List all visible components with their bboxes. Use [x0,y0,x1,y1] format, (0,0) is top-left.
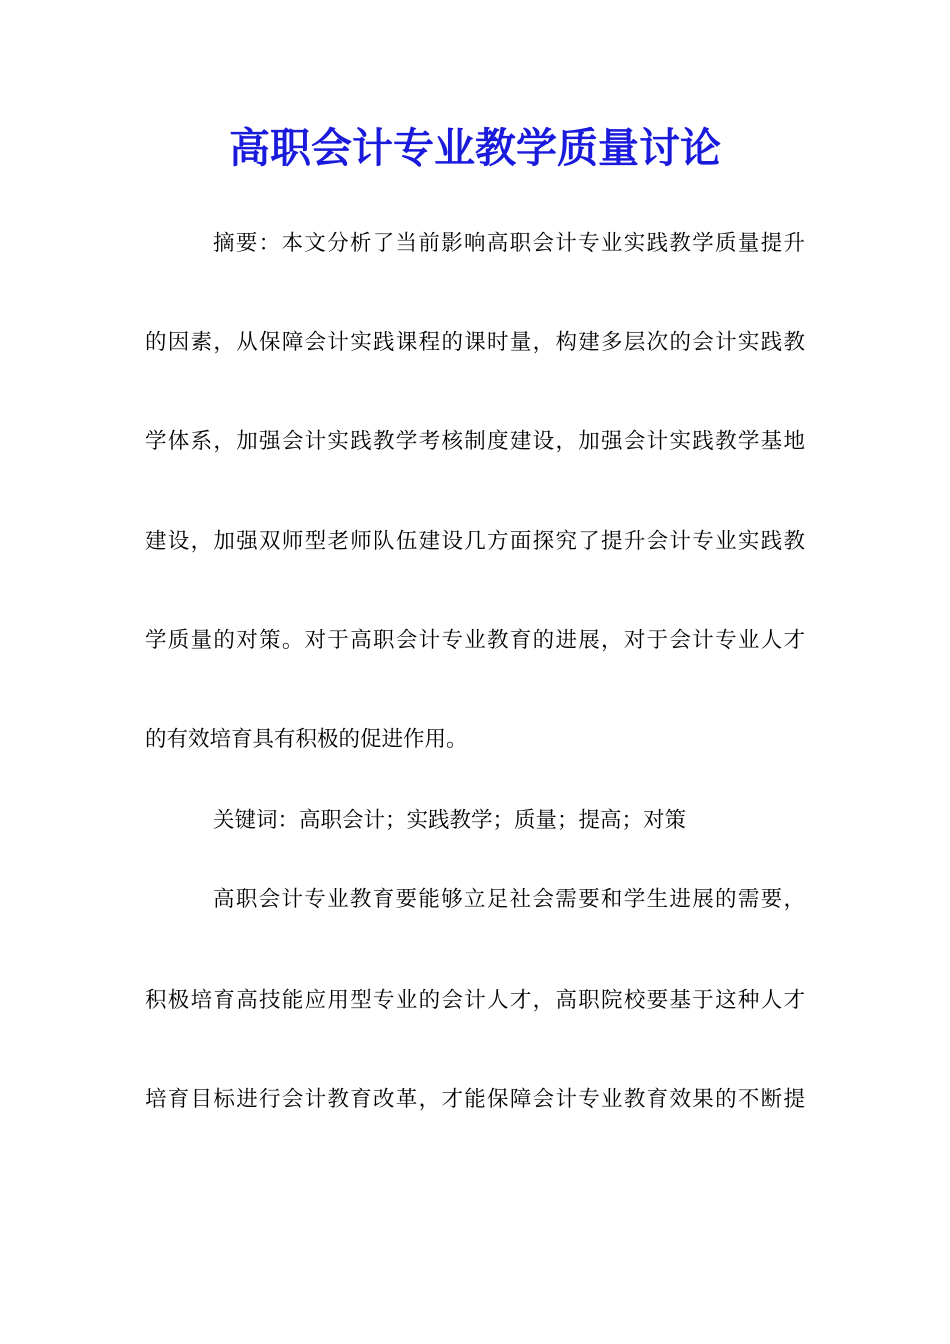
abstract-line-4: 建设，加强双师型老师队伍建设几方面探究了提升会计专业实践教 [145,529,805,554]
keywords-line: 关键词：高职会计；实践教学；质量；提高；对策 [213,808,687,833]
abstract-line-1: 摘要：本文分析了当前影响高职会计专业实践教学质量提升 [213,231,805,256]
body-line-1: 高职会计专业教育要能够立足社会需要和学生进展的需要， [213,887,805,912]
abstract-line-2: 的因素，从保障会计实践课程的课时量，构建多层次的会计实践教 [145,330,805,355]
body-line-3: 培育目标进行会计教育改革，才能保障会计专业教育效果的不断提 [145,1087,805,1112]
abstract-line-3: 学体系，加强会计实践教学考核制度建设，加强会计实践教学基地 [145,429,805,454]
abstract-line-6: 的有效培育具有积极的促进作用。 [145,727,468,752]
abstract-line-5: 学质量的对策。对于高职会计专业教育的进展，对于会计专业人才 [145,628,805,653]
document-title: 高职会计专业教学质量讨论 [229,124,721,172]
body-line-2: 积极培育高技能应用型专业的会计人才，高职院校要基于这种人才 [145,988,805,1013]
